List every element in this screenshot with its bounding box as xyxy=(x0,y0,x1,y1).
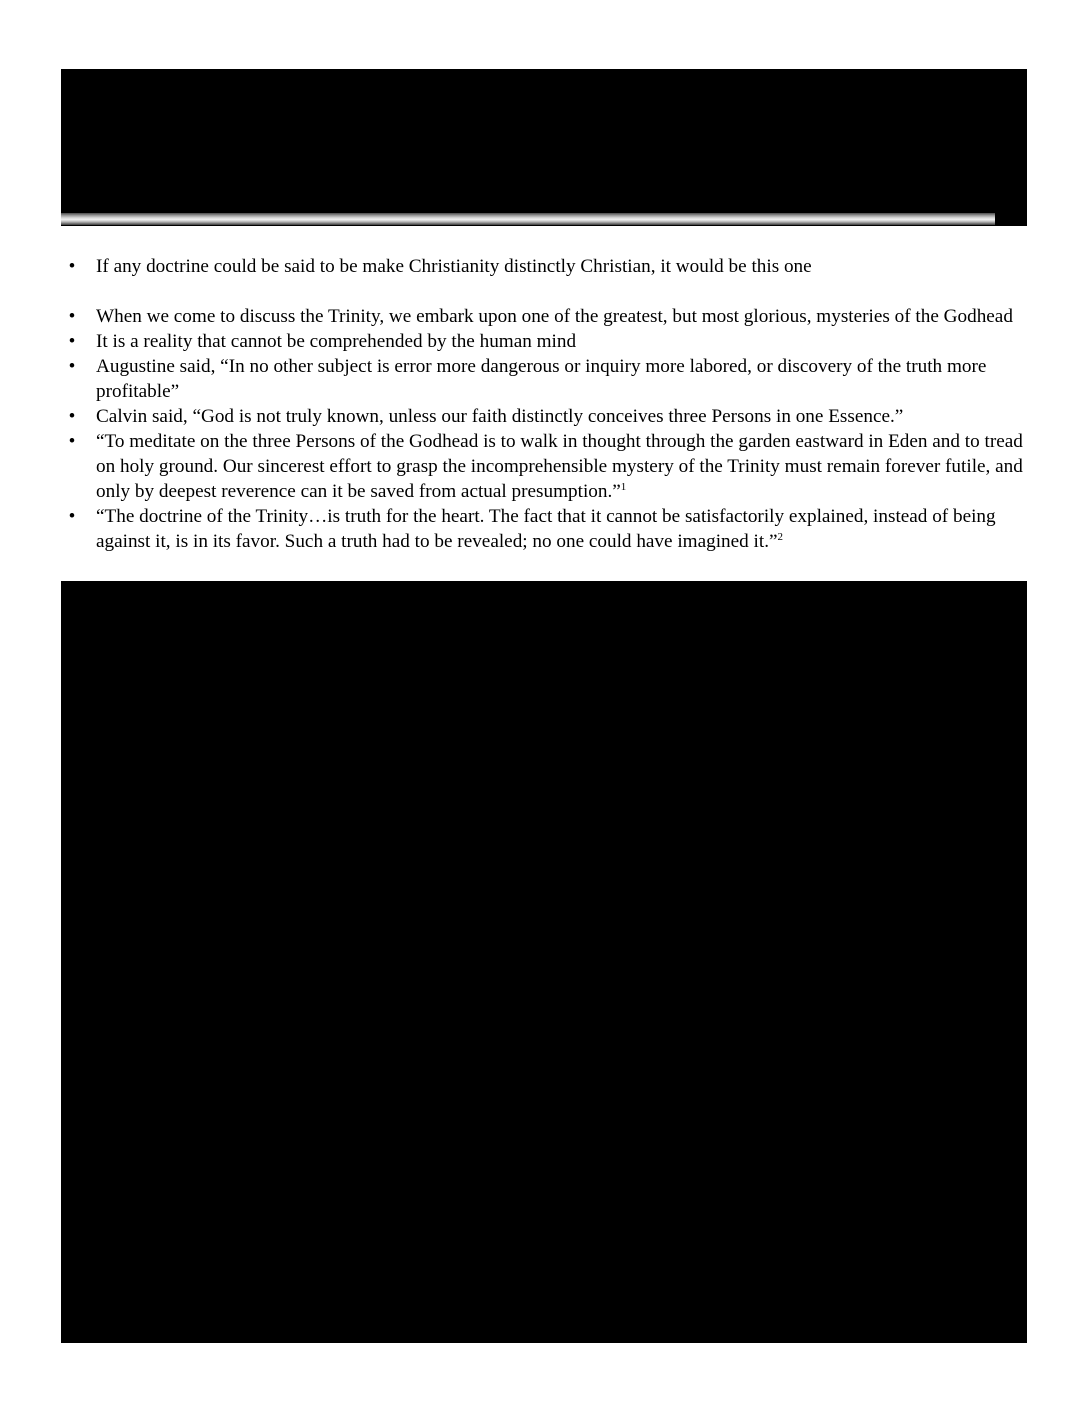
bullet-icon: • xyxy=(68,356,76,377)
bullet-icon: • xyxy=(68,306,76,327)
bullet-text: It is a reality that cannot be comprehended by the human mind xyxy=(96,331,577,352)
bullet-item xyxy=(61,254,1027,279)
bullet-text: If any doctrine could be said to be make Christianity distinctly Christian, it would be this one xyxy=(96,256,812,277)
bullet-text: Calvin said, “God is not truly known, unless our faith distinctly conceives three Persons in one Essence.” xyxy=(96,406,904,427)
footnote-marker[interactable]: 1 xyxy=(620,481,627,493)
redacted-header-block xyxy=(61,69,1027,226)
bullet-icon: • xyxy=(68,331,76,352)
bullet-list xyxy=(61,254,1027,554)
bullet-icon: • xyxy=(68,431,76,452)
redacted-body-block xyxy=(61,581,1027,1343)
header-divider-rule xyxy=(61,213,995,225)
bullet-icon: • xyxy=(68,506,76,527)
bullet-item xyxy=(61,329,1027,354)
bullet-item xyxy=(61,429,1027,504)
bullet-icon: • xyxy=(68,256,76,277)
bullet-text: When we come to discuss the Trinity, we embark upon one of the greatest, but most glorious, mysteries of the Godhead xyxy=(96,306,1013,327)
bullet-icon: • xyxy=(68,406,76,427)
bullet-item xyxy=(61,404,1027,429)
bullet-item xyxy=(61,304,1027,329)
bullet-text: “To meditate on the three Persons of the Godhead is to walk in thought through the garden eastward in Eden and to tread on holy ground. Our sincerest effort to grasp the incomprehensible mystery of the Trinity must remain forever futile, and only by deepest reverence can it be saved from actual presumption.” xyxy=(96,431,1023,502)
footnote-marker[interactable]: 2 xyxy=(777,531,784,543)
bullet-text: Augustine said, “In no other subject is error more dangerous or inquiry more labored, or discovery of the truth more profitable” xyxy=(96,356,987,402)
bullet-item xyxy=(61,504,1027,554)
bullet-item xyxy=(61,354,1027,404)
bullet-text: “The doctrine of the Trinity…is truth for the heart. The fact that it cannot be satisfactorily explained, instead of being against it, is in its favor. Such a truth had to be revealed; no one could have imagined it.” xyxy=(96,506,996,552)
